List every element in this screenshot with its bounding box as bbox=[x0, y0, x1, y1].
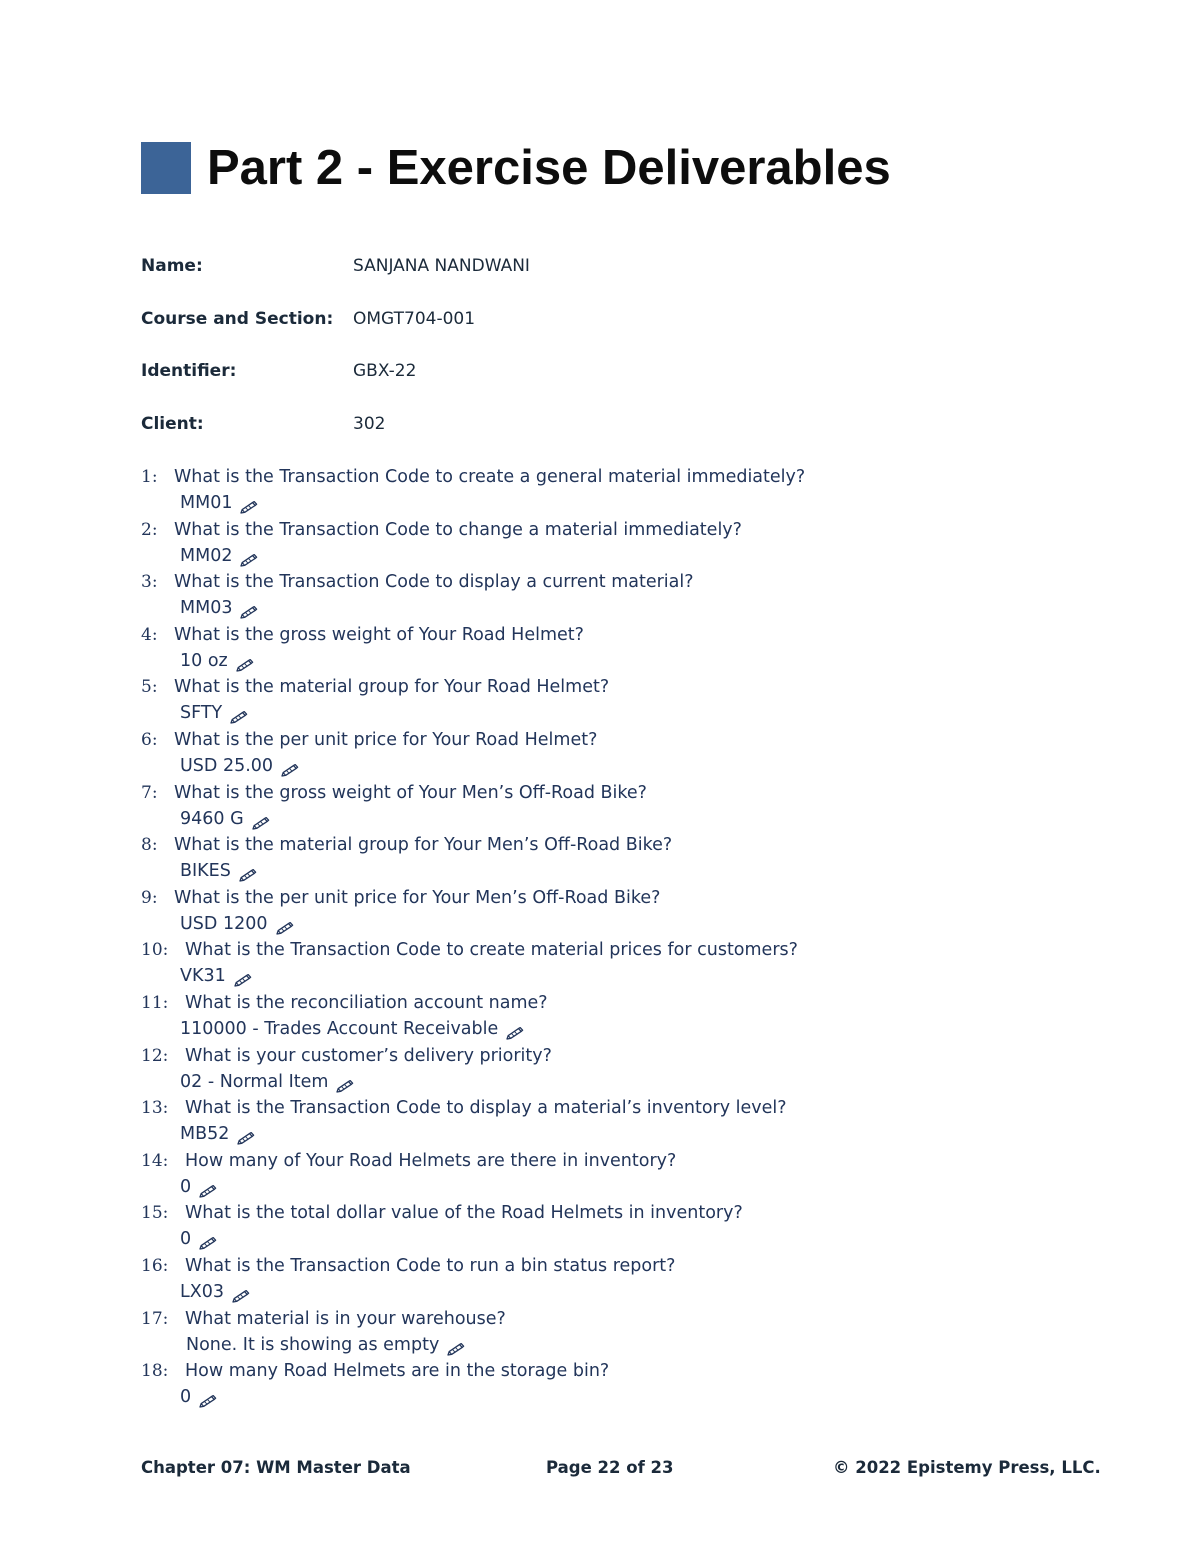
field-course-section bbox=[141, 305, 530, 358]
question-text: What is the per unit price for Your Road Helmet? bbox=[174, 729, 598, 750]
question-line bbox=[141, 673, 609, 701]
question-number: 2: bbox=[141, 519, 158, 540]
question-line bbox=[141, 726, 597, 754]
answer-text: MM01 bbox=[180, 493, 233, 513]
question-text: What is the Transaction Code to display a material’s inventory level? bbox=[185, 1098, 787, 1119]
answer-line bbox=[180, 1225, 218, 1253]
question-text: What is the total dollar value of the Road Helmets in inventory? bbox=[185, 1203, 743, 1224]
question-text: What is the per unit price for Your Men’s Off-Road Bike? bbox=[174, 887, 661, 908]
answer-text: BIKES bbox=[180, 861, 231, 882]
answer-text: LX03 bbox=[180, 1281, 225, 1302]
answer-text: SFTY bbox=[180, 703, 223, 724]
question-line bbox=[141, 1252, 675, 1280]
pencil-icon bbox=[198, 1390, 218, 1404]
question-text: What is the Transaction Code to display a current material? bbox=[174, 572, 694, 593]
question-line bbox=[141, 831, 672, 859]
answer-line bbox=[180, 1120, 256, 1148]
heading-accent-square bbox=[141, 142, 191, 194]
answer-line bbox=[180, 647, 255, 675]
question-line bbox=[141, 1357, 609, 1385]
pencil-icon bbox=[229, 706, 249, 720]
question-number: 16: bbox=[141, 1255, 169, 1276]
question-text: What is the Transaction Code to create material prices for customers? bbox=[185, 940, 798, 961]
answer-line bbox=[180, 962, 253, 990]
footer-page-number: Page 22 of 23 bbox=[546, 1458, 674, 1477]
question-line bbox=[141, 463, 805, 491]
pencil-icon bbox=[239, 549, 259, 563]
answer-line bbox=[180, 1068, 355, 1096]
pencil-icon bbox=[233, 969, 253, 983]
question-line bbox=[141, 621, 584, 649]
answer-line bbox=[180, 594, 259, 622]
question-number: 5: bbox=[141, 677, 158, 698]
question-text: What is the Transaction Code to create a general material immediately? bbox=[174, 467, 806, 487]
answer-text: USD 1200 bbox=[180, 913, 268, 934]
student-info bbox=[141, 252, 530, 462]
answer-line bbox=[180, 489, 259, 517]
answer-text: 9460 G bbox=[180, 808, 244, 829]
question-number: 9: bbox=[141, 887, 158, 908]
pencil-icon bbox=[335, 1075, 355, 1089]
answer-text: MM02 bbox=[180, 545, 233, 566]
pencil-icon bbox=[275, 917, 295, 931]
pencil-icon bbox=[280, 759, 300, 773]
answer-text: 0 bbox=[180, 1229, 192, 1250]
answer-line bbox=[180, 910, 295, 938]
pencil-icon bbox=[231, 1285, 251, 1299]
field-label: Name: bbox=[141, 256, 203, 276]
question-number: 8: bbox=[141, 835, 158, 856]
footer-chapter: Chapter 07: WM Master Data bbox=[141, 1458, 411, 1477]
question-text: What is the material group for Your Men’s Off-Road Bike? bbox=[174, 835, 673, 856]
question-text: What material is in your warehouse? bbox=[185, 1308, 506, 1329]
pencil-icon bbox=[236, 1127, 256, 1141]
pencil-icon bbox=[235, 654, 255, 668]
field-value: 302 bbox=[353, 413, 386, 434]
field-label: Course and Section: bbox=[141, 308, 334, 329]
pencil-icon bbox=[198, 1180, 218, 1194]
question-number: 18: bbox=[141, 1361, 169, 1382]
question-line bbox=[141, 936, 798, 964]
answer-text: 0 bbox=[180, 1176, 192, 1197]
question-text: What is your customer’s delivery priority? bbox=[185, 1045, 552, 1066]
field-identifier bbox=[141, 357, 530, 410]
answer-line bbox=[180, 1383, 218, 1411]
question-line bbox=[141, 516, 742, 544]
question-text: What is the material group for Your Road Helmet? bbox=[174, 677, 610, 698]
question-text: What is the gross weight of Your Men’s Off-Road Bike? bbox=[174, 782, 647, 803]
answer-text: MB52 bbox=[180, 1124, 230, 1145]
question-number: 6: bbox=[141, 729, 158, 750]
question-text: How many Road Helmets are in the storage bin? bbox=[185, 1361, 610, 1382]
question-number: 4: bbox=[141, 624, 158, 645]
pencil-icon bbox=[238, 864, 258, 878]
question-text: How many of Your Road Helmets are there in inventory? bbox=[185, 1150, 677, 1171]
question-number: 11: bbox=[141, 992, 169, 1013]
question-line bbox=[141, 1305, 506, 1333]
answer-text: 10 oz bbox=[180, 650, 228, 671]
pencil-icon bbox=[198, 1232, 218, 1246]
answer-text: 110000 - Trades Account Receivable bbox=[180, 1018, 499, 1039]
question-text: What is the Transaction Code to run a bin status report? bbox=[185, 1255, 676, 1276]
question-number: 7: bbox=[141, 782, 158, 803]
field-client bbox=[141, 410, 530, 463]
answer-line bbox=[180, 857, 258, 885]
answer-line bbox=[180, 1278, 251, 1306]
answer-line bbox=[180, 699, 249, 727]
question-line bbox=[141, 884, 660, 912]
answer-line bbox=[180, 542, 259, 570]
answer-text: None. It is showing as empty bbox=[186, 1334, 440, 1355]
field-value: GBX-22 bbox=[353, 361, 417, 381]
field-name bbox=[141, 252, 530, 305]
page-footer bbox=[141, 1458, 1101, 1484]
answer-text: VK31 bbox=[180, 966, 226, 987]
question-number: 17: bbox=[141, 1308, 169, 1329]
question-line bbox=[141, 1042, 552, 1070]
page-title: Part 2 - Exercise Deliverables bbox=[207, 141, 891, 195]
question-number: 15: bbox=[141, 1203, 169, 1224]
pencil-icon bbox=[505, 1022, 525, 1036]
answer-text: 02 - Normal Item bbox=[180, 1071, 329, 1092]
answer-line bbox=[180, 1015, 525, 1043]
question-number: 13: bbox=[141, 1098, 169, 1119]
question-number: 1: bbox=[141, 467, 158, 487]
question-text: What is the reconciliation account name? bbox=[185, 992, 548, 1013]
answer-text: 0 bbox=[180, 1387, 192, 1408]
answer-text: USD 25.00 bbox=[180, 755, 274, 776]
question-text: What is the gross weight of Your Road Helmet? bbox=[174, 624, 584, 645]
question-line bbox=[141, 989, 548, 1017]
answer-line bbox=[186, 1331, 466, 1359]
question-line bbox=[141, 1147, 676, 1175]
field-label: Client: bbox=[141, 413, 204, 434]
answer-text: MM03 bbox=[180, 598, 233, 619]
question-line bbox=[141, 568, 694, 596]
pencil-icon bbox=[239, 601, 259, 615]
question-line bbox=[141, 779, 647, 807]
question-text: What is the Transaction Code to change a material immediately? bbox=[174, 519, 742, 540]
question-line bbox=[141, 1094, 787, 1122]
question-number: 3: bbox=[141, 572, 158, 593]
question-number: 10: bbox=[141, 940, 169, 961]
question-number: 12: bbox=[141, 1045, 169, 1066]
page-heading bbox=[141, 140, 891, 196]
field-label: Identifier: bbox=[141, 361, 237, 381]
pencil-icon bbox=[239, 496, 259, 510]
pencil-icon bbox=[251, 812, 271, 826]
question-number: 14: bbox=[141, 1150, 169, 1171]
answer-line bbox=[180, 805, 271, 833]
answer-line bbox=[180, 752, 300, 780]
field-value: OMGT704-001 bbox=[353, 308, 476, 329]
footer-copyright: © 2022 Epistemy Press, LLC. bbox=[833, 1458, 1101, 1477]
pencil-icon bbox=[446, 1338, 466, 1352]
question-line bbox=[141, 1199, 743, 1227]
answer-line bbox=[180, 1173, 218, 1201]
field-value: SANJANA NANDWANI bbox=[353, 256, 530, 276]
